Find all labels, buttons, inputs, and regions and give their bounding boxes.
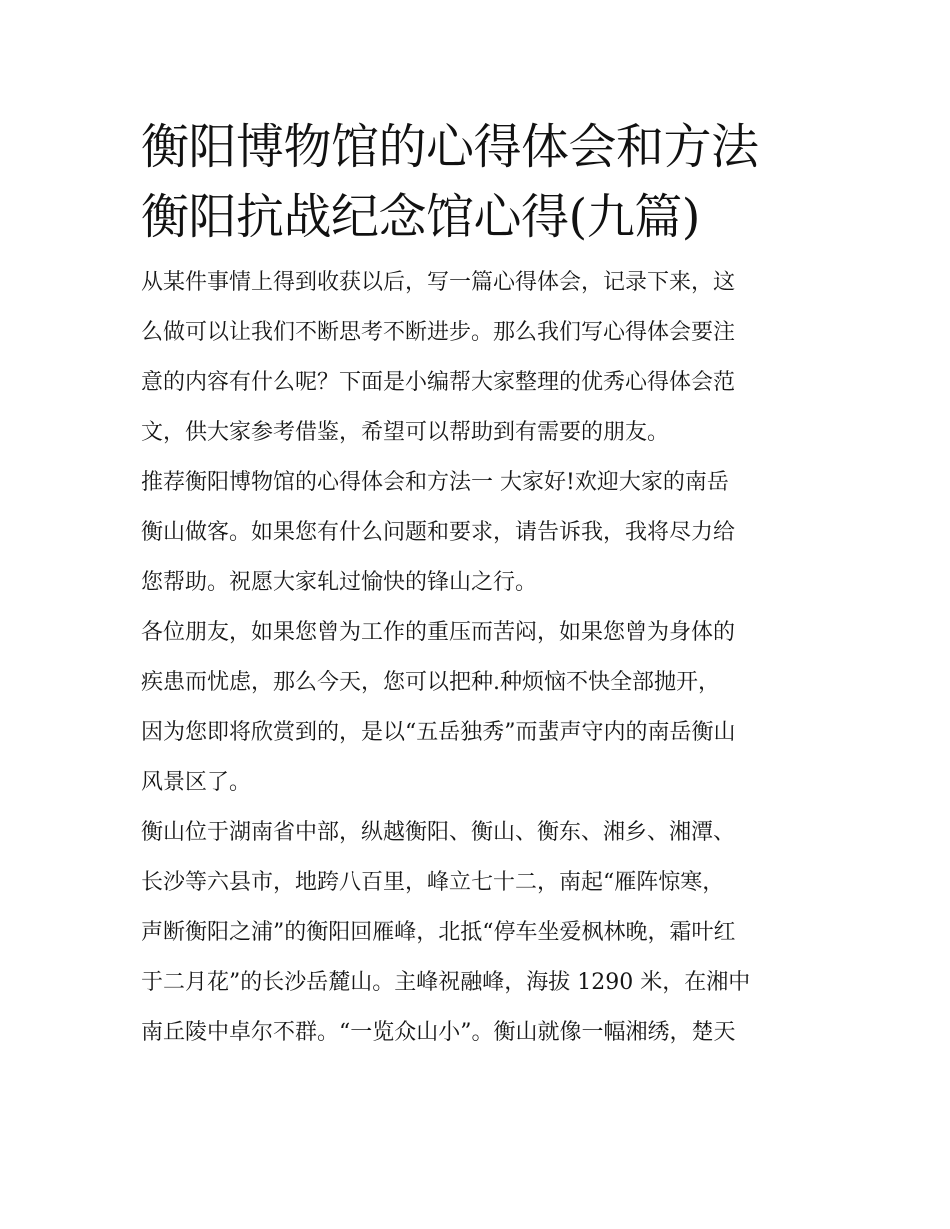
paragraph-line: 意的内容有什么呢？下面是小编帮大家整理的优秀心得体会范 — [141, 370, 736, 395]
paragraph-line: 么做可以让我们不断思考不断进步。那么我们写心得体会要注 — [141, 320, 736, 345]
paragraph-line: 南丘陵中卓尔不群。“一览众山小”。衡山就像一幅湘绣，楚天 — [141, 1020, 736, 1045]
title-line-1: 衡阳博物馆的心得体会和方法 — [141, 119, 759, 175]
paragraph-welcome — [141, 458, 813, 608]
paragraph-line: 您帮助。祝愿大家轧过愉快的锋山之行。 — [141, 570, 538, 595]
paragraph-line: 风景区了。 — [141, 770, 252, 795]
paragraph-line: 衡山做客。如果您有什么问题和要求，请告诉我，我将尽力给 — [141, 520, 736, 545]
paragraph-line: 声断衡阳之浦”的衡阳回雁峰，北抵“停车坐爱枫林晚，霜叶红 — [141, 920, 736, 945]
paragraph-line: 从某件事情上得到收获以后，写一篇心得体会，记录下来，这 — [141, 270, 736, 295]
paragraph-line: 长沙等六县市，地跨八百里，峰立七十二，南起“雁阵惊寒， — [141, 870, 725, 895]
paragraph-geography — [141, 808, 813, 1058]
document-content — [141, 112, 813, 1058]
title-line-2: 衡阳抗战纪念馆心得(九篇) — [141, 189, 700, 245]
paragraph-line: 于二月花”的长沙岳麓山。主峰祝融峰，海拔 1290 米，在湘中 — [141, 970, 751, 995]
paragraph-line: 推荐衡阳博物馆的心得体会和方法一 大家好!欢迎大家的南岳 — [141, 470, 729, 495]
paragraph-line: 各位朋友，如果您曾为工作的重压而苦闷，如果您曾为身体的 — [141, 620, 736, 645]
paragraph-scenic — [141, 608, 813, 808]
paragraph-intro — [141, 258, 813, 458]
paragraph-line: 疾患而忧虑，那么今天，您可以把种.种烦恼不快全部抛开， — [141, 670, 720, 695]
document-title — [141, 112, 813, 252]
paragraph-line: 因为您即将欣赏到的，是以“五岳独秀”而蜚声守内的南岳衡山 — [141, 720, 736, 745]
paragraph-line: 衡山位于湖南省中部，纵越衡阳、衡山、衡东、湘乡、湘潭、 — [141, 820, 736, 845]
paragraph-line: 文，供大家参考借鉴，希望可以帮助到有需要的朋友。 — [141, 420, 670, 445]
